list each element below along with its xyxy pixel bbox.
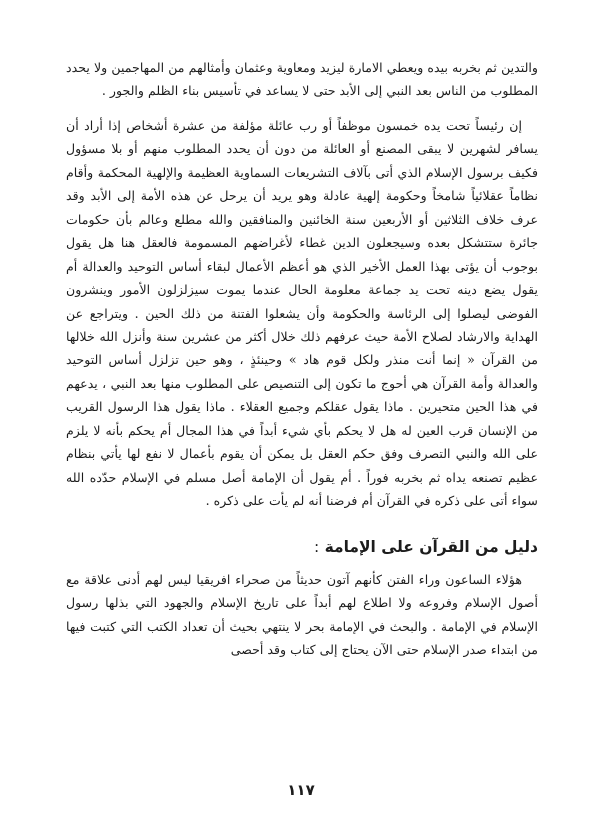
page-body [66,56,538,661]
paragraph-2: إن رئيساً تحت يده خمسون موظفاً أو رب عائلة مؤلفة من عشرة أشخاص إذا أراد أن يسافر لشهرين لا يبقى المصنع أو العائلة من دون أن يحدد المطلوب منهم أو بلا مسؤول فكيف برسول الإسلام الذي أتى بآلاف التشريعات السماوية العظيمة والإلهية المحكمة وأقام نظاماً عقلائياً شامخاً وحكومة إلهية عادلة وهو يريد أن يرحل عن هذه الأمة إلى الأبد وقد عرف خلاف الثلاثين أو الأربعين سنة الخائنين والمنافقين والله مطلع وعالم بأن حكومات جائرة ستتشكل بعده وسيجعلون الدين غطاء لأغراضهم المسمومة فالعقل هنا هل يقول بوجوب أن يؤتى بهذا العمل الأخير الذي هو أعظم الأعمال لبقاء أساس التوحيد والعدالة أم يقول يضع دينه تحت يد جماعة معلومة الحال عندما يموت سيزلزلون الأمور وينشرون الفوضى ليصلوا إلى الرئاسة والحكومة وأن يشعلوا الفتنة من ذلك الحين . ويتراجع عن الهداية والارشاد لصلاح الأمة حيث عرفهم ذلك خلال أكثر من عشرين سنة وأنزل الله خلالها من القرآن « إنما أنت منذر ولكل قوم هاد » وحينئذٍ ، وهو حين تزلزل أساس التوحيد والعدالة وأمة القرآن هي أحوج ما تكون إلى التنصيص على المطلوب منها بعد النبي ، يدعهم في هذا الحين متحيرين . ماذا يقول عقلكم وجميع العقلاء . ماذا يقول هذا الرسول القريب من الإنسان قرب العين له هل لا يحكم بأي شيء أبداً في هذا المجال أم يحكم بأنه لا يلزم على الله والنبي التصرف وفق حكم العقل بل يمكن أن يقوم بأعمال لا نفع لها يأتي بنظام عظيم تصنعه يداه ثم بخربه فوراً . أم يقول أن الإمامة أصل مسلم في الإسلام حدّده الله سواء أتى على ذكره في القرآن أم فرضنا أنه لم يأت على ذكره . [66,117,538,509]
section-heading-text: دليل من القرآن على الإمامة [324,537,538,556]
section-heading [66,534,538,560]
section-heading-colon: : [313,537,320,556]
paragraph-1: والتدين ثم بخربه بيده ويعطي الامارة ليزيد ومعاوية وعثمان وأمثالهم من المهاجمين ولا يحدد المطلوب من الناس بعد النبي إلى الأبد حتى لا يساعد في تأسيس بناء الظلم والجور . [66,60,538,99]
page-number: ١١٧ [287,781,315,799]
paragraph-3: هؤلاء الساعون وراء الفتن كأنهم آتون حديثاً من صحراء افريقيا ليس لهم أدنى علاقة مع أصول الإسلام وفروعه ولا اطلاع لهم أبداً على تاريخ الإسلام والجهود التي بذلها رسول الإسلام في الإمامة . والبحث في الإمامة بحر لا ينتهي بحيث أن تعداد الكتب التي كتبت فيها من ابتداء صدر الإسلام حتى الآن يحتاج إلى كتاب وقد أحصى [66,571,538,657]
